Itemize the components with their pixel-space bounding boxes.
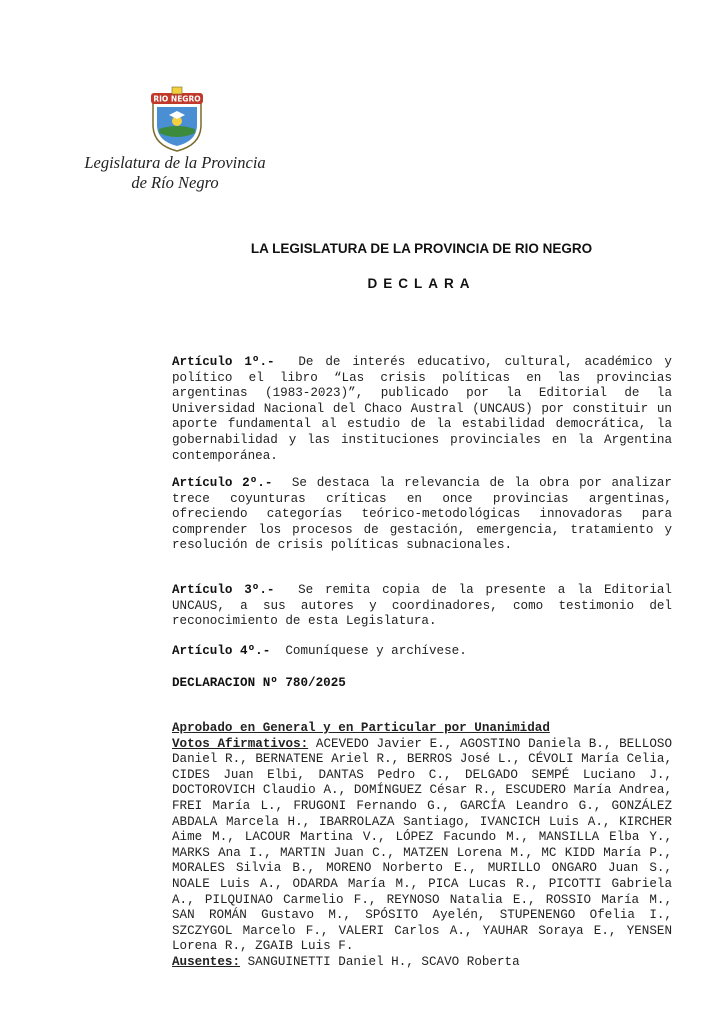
affirmative-names: ACEVEDO Javier E., AGOSTINO Daniela B., BELLOSO Daniel R., BERNATENE Ariel R., BERROS José L., CÉVOLI María Celia, CIDES Juan Elbi, DANTAS Pedro C., DELGADO SEMPÉ Luciano J., DOCTOROVICH Claudio A., DOMÍNGUEZ César R., ESCUDERO María Andrea, FREI María L., FRUGONI Fernando G., GARCÍA Leandro G., GONZÁLEZ ABDALA Marcela H., IBARROLAZA Santiago, IVANCICH Luis A., KIRCHER Aime M., LACOUR Martina V., LÓPEZ Facundo M., MANSILLA Elba Y., MARKS Ana I., MARTIN Juan C., MATZEN Lorena M., MC KIDD María P., MORALES Silvia B., MORENO Norberto E., MURILLO ONGARO Juan S., NOALE Luis A., ODARDA María M., PICA Lucas R., PICOTTI Gabriela A., PILQUINAO Carmelio F., REYNOSO Natalia E., ROSSIO María M., SAN ROMÁN Gustavo M., SPÓSITO Ayelén, STUPENENGO Ofelia I., SZCZYGOL Marcelo F., VALERI Carlos A., YAUHAR Soraya E., YENSEN Lorena R., ZGAIB Luis F. [172, 736, 672, 954]
logo-text: RIO NEGRO [153, 94, 201, 104]
article-1-label: Artículo 1º.- [172, 355, 275, 369]
absent-label: Ausentes: [172, 954, 241, 969]
legislature-name [70, 153, 280, 193]
voting-record [172, 721, 672, 971]
article-2-text: Se destaca la relevancia de la obra por analizar trece coyunturas críticas en once provincias argentinas, ofreciendo categorías teórico-metodológicas innovadoras para comprender los procesos de gestación, emergencia, tratamiento y resolución de crisis políticas subnacionales. [172, 476, 672, 553]
document-title: LA LEGISLATURA DE LA PROVINCIA DE RIO NEGRO [250, 241, 593, 256]
document-subtitle: DECLARA [367, 276, 476, 291]
article-1-text: De de interés educativo, cultural, académico y político el libro “Las crisis políticas en las provincias argentinas (1983-2023)”, publicado por la Editorial de la Universidad Nacional del Chaco Austral (UNCAUS) por constituir un aporte fundamental al estudio de la estabilidad democrática, la gobernabilidad y las instituciones provinciales en la Argentina contemporánea. [172, 355, 672, 463]
article-4-text: Comuníquese y archívese. [285, 644, 467, 658]
article-2-label: Artículo 2º.- [172, 476, 273, 490]
rio-negro-shield-logo [147, 85, 207, 153]
declaration-number [172, 676, 672, 692]
absent-names: SANGUINETTI Daniel H., SCAVO Roberta [247, 954, 520, 969]
article-2 [172, 476, 672, 554]
article-3-label: Artículo 3º.- [172, 583, 275, 597]
article-1 [172, 355, 672, 464]
affirmative-label: Votos Afirmativos: [172, 736, 309, 751]
legislature-name-line1: Legislatura de la Provincia [84, 153, 266, 172]
article-3 [172, 583, 672, 630]
legislature-name-line2: de Río Negro [131, 173, 219, 192]
declaration-number-text: DECLARACION Nº 780/2025 [172, 676, 346, 690]
article-4-label: Artículo 4º.- [172, 644, 271, 658]
article-4 [172, 644, 672, 660]
article-3-text: Se remita copia de la presente a la Editorial UNCAUS, a sus autores y coordinadores, como testimonio del reconocimiento de esta Legislatura. [172, 583, 672, 629]
approval-heading: Aprobado en General y en Particular por Unanimidad [172, 721, 550, 735]
